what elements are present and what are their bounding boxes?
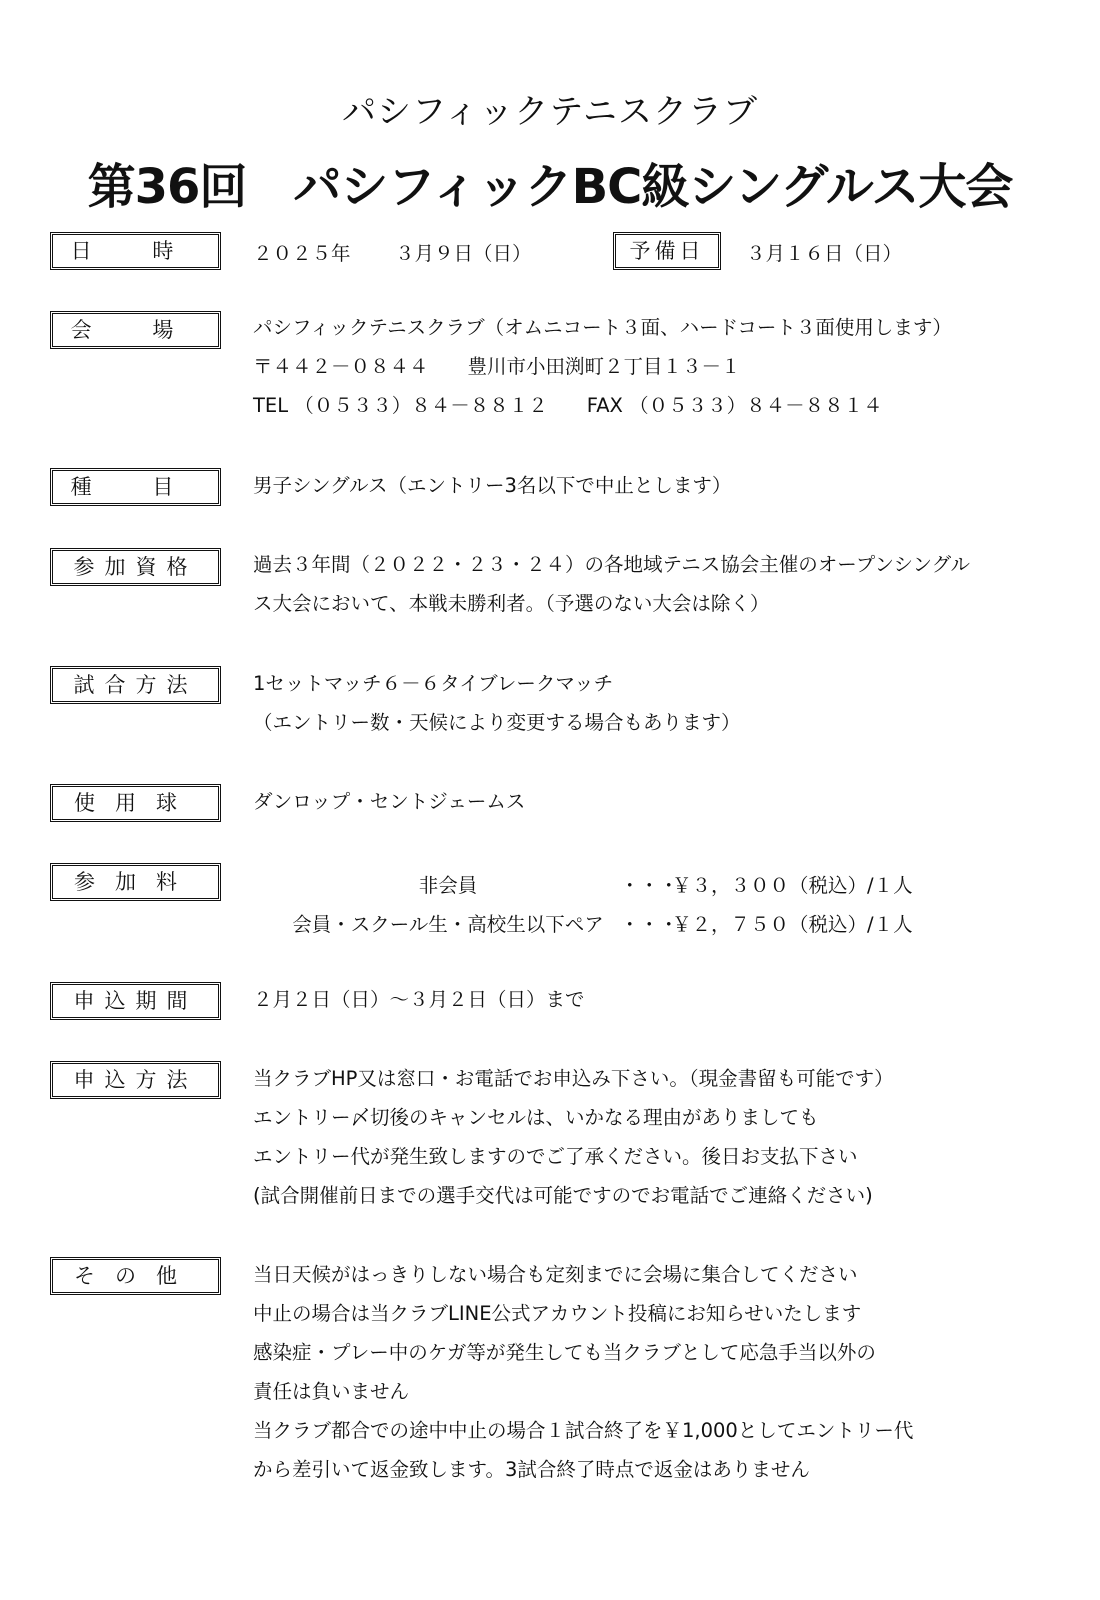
format-line: 1セットマッチ６－６タイブレークマッチ [253,672,614,695]
label-fee: 参加料 [50,863,221,901]
label-format: 試合方法 [50,666,221,704]
apply-line: (試合開催前日までの選手交代は可能ですのでお電話でご連絡ください) [253,1184,873,1207]
fee-price: ￥２，７５０（税込）/１人 [672,913,913,936]
date-day: ３月９日（日） [395,242,532,265]
apply-line: エントリー代が発生致しますのでご了承ください。後日お支払下さい [253,1145,858,1168]
event-text [253,466,731,505]
date-year: ２０２５年 [253,242,351,265]
label-eligibility: 参加資格 [50,548,221,586]
eligibility-line: 過去３年間（２０２２・２３・２４）の各地域テニス協会主催のオープンシングル [253,553,971,576]
label-period: 申込期間 [50,982,221,1020]
format-text [253,664,741,742]
ball-text [253,782,525,821]
other-line: 当日天候がはっきりしない場合も定刻までに会場に集合してください [253,1263,858,1286]
other-line: 責任は負いません [253,1380,410,1403]
other-line: から差引いて返金致します。3試合終了時点で返金はありません [253,1458,810,1481]
tournament-title: 第36回 パシフィックBC級シングルス大会 [87,159,1013,215]
fee-who: 非会員 [418,874,478,897]
venue-line: パシフィックテニスクラブ（オムニコート３面、ハードコート３面使用します） [253,316,952,339]
apply-text [253,1059,894,1215]
venue-text [253,308,952,425]
club-name: パシフィックテニスクラブ [342,92,758,132]
other-line: 感染症・プレー中のケガ等が発生しても当クラブとして応急手当以外の [253,1341,876,1364]
eligibility-line: ス大会において、本戦未勝利者。（予選のない大会は除く） [253,592,770,615]
fee-dots: ・・・ [620,874,679,897]
label-apply: 申込方法 [50,1061,221,1099]
period-line: ２月２日（日）～３月２日（日）まで [253,988,585,1011]
venue-line: TEL （０５３３）８４－８８１２ FAX （０５３３）８４－８８１４ [253,394,883,417]
fee-who: 会員・スクール生・高校生以下ペア [292,913,604,936]
apply-line: 当クラブHP又は窓口・お電話でお申込み下さい。（現金書留も可能です） [253,1067,894,1090]
fee-dots: ・・・ [620,913,679,936]
other-text [253,1255,913,1489]
apply-line: エントリー〆切後のキャンセルは、いかなる理由がありましても [253,1106,819,1129]
label-reserve-day: 予備日 [613,232,721,270]
venue-line: 〒４４２－０８４４ 豊川市小田渕町２丁目１３－１ [253,355,741,378]
label-venue: 会 場 [50,311,221,349]
label-other: その他 [50,1257,221,1295]
event-line: 男子シングルス（エントリー3名以下で中止とします） [253,474,732,497]
other-line: 中止の場合は当クラブLINE公式アカウント投稿にお知らせいたします [253,1302,862,1325]
label-date: 日 時 [50,232,221,270]
reserve-day: ３月１６日（日） [746,242,903,265]
eligibility-text [253,545,970,623]
label-ball: 使用球 [50,784,221,822]
fee-price: ￥３，３００（税込）/１人 [672,874,913,897]
label-event: 種 目 [50,468,221,506]
format-line: （エントリー数・天候により変更する場合もあります） [253,711,741,734]
period-text [253,980,585,1019]
other-line: 当クラブ都合での途中中止の場合１試合終了を￥1,000としてエントリー代 [253,1419,914,1442]
ball-line: ダンロップ・セントジェームス [253,790,526,813]
